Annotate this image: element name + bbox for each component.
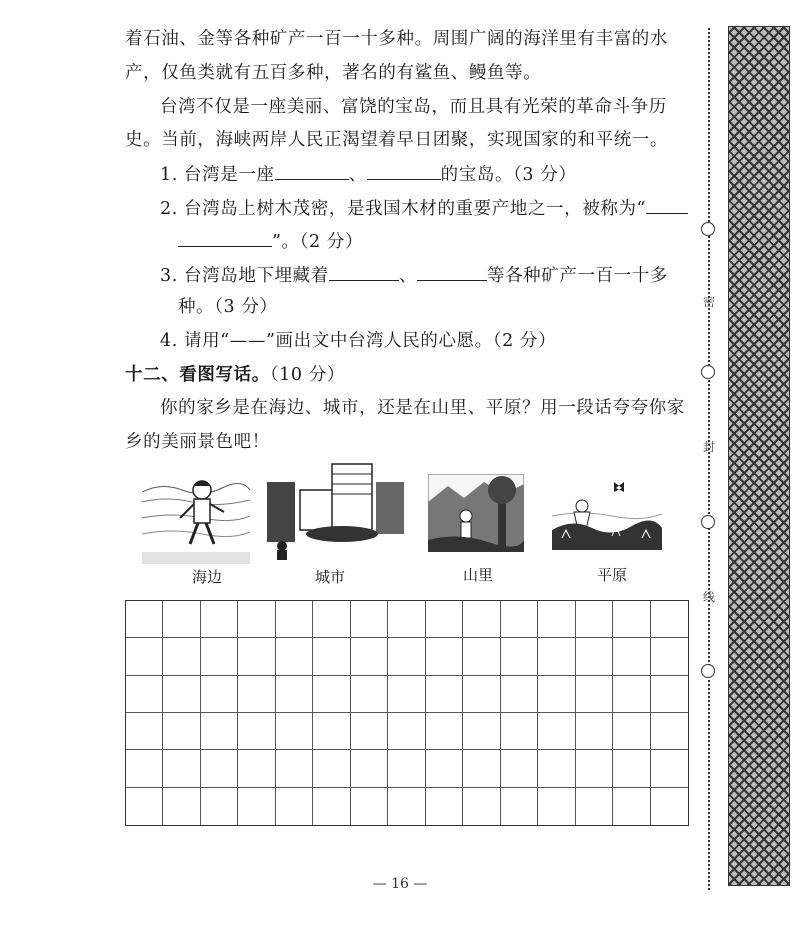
grid-cell[interactable] [463, 713, 500, 750]
grid-cell[interactable] [463, 676, 500, 713]
grid-cell[interactable] [238, 750, 275, 787]
grid-cell[interactable] [388, 676, 425, 713]
passage-line-2: 产，仅鱼类就有五百多种，著名的有鲨鱼、鳗鱼等。 [125, 63, 542, 83]
grid-cell[interactable] [651, 601, 688, 638]
section-12-prompt-2: 乡的美丽景色吧！ [125, 432, 270, 452]
grid-cell[interactable] [126, 676, 163, 713]
mountain-illustration [428, 474, 524, 552]
fold-circle [701, 515, 715, 529]
section-12-heading [125, 364, 345, 386]
grid-cell[interactable] [126, 713, 163, 750]
question-1-text-a: 1. 台湾是一座 [160, 165, 275, 185]
grid-cell[interactable] [276, 601, 313, 638]
grid-cell[interactable] [651, 788, 688, 825]
grid-cell[interactable] [538, 750, 575, 787]
passage-line-1: 着石油、金等各种矿产一百一十多种。周围广阔的海洋里有丰富的水 [125, 29, 668, 49]
grid-cell[interactable] [388, 601, 425, 638]
grid-cell[interactable] [351, 788, 388, 825]
grid-cell[interactable] [576, 788, 613, 825]
grid-cell[interactable] [238, 638, 275, 675]
picture-label-seaside: 海边 [191, 568, 222, 586]
answer-blank[interactable] [646, 196, 688, 214]
grid-cell[interactable] [613, 788, 650, 825]
grid-cell[interactable] [351, 638, 388, 675]
grid-cell[interactable] [426, 713, 463, 750]
answer-blank[interactable] [329, 263, 399, 281]
grid-cell[interactable] [538, 713, 575, 750]
binding-char-seal: 密 [702, 295, 715, 309]
grid-cell[interactable] [576, 601, 613, 638]
grid-cell[interactable] [126, 788, 163, 825]
grid-cell[interactable] [463, 601, 500, 638]
grid-cell[interactable] [313, 750, 350, 787]
grid-cell[interactable] [313, 676, 350, 713]
grid-cell[interactable] [238, 788, 275, 825]
grid-cell[interactable] [426, 750, 463, 787]
passage-line-3: 台湾不仅是一座美丽、富饶的宝岛，而且具有光荣的革命斗争历 [160, 97, 667, 117]
question-3-sep: 、 [398, 266, 417, 286]
grid-cell[interactable] [426, 676, 463, 713]
grid-cell[interactable] [163, 601, 200, 638]
plain-illustration [552, 476, 662, 550]
picture-label-city: 城市 [314, 568, 345, 586]
grid-cell[interactable] [463, 638, 500, 675]
question-1-sep: 、 [348, 165, 367, 185]
grid-cell[interactable] [426, 788, 463, 825]
fold-circle [701, 222, 715, 236]
grid-cell[interactable] [651, 676, 688, 713]
grid-cell[interactable] [501, 713, 538, 750]
grid-cell[interactable] [426, 601, 463, 638]
answer-blank[interactable] [275, 162, 349, 180]
answer-blank[interactable] [417, 263, 487, 281]
grid-cell[interactable] [501, 601, 538, 638]
question-3 [160, 263, 668, 287]
grid-cell[interactable] [351, 713, 388, 750]
question-3-text-a: 3. 台湾岛地下埋藏着 [160, 266, 329, 286]
grid-cell[interactable] [538, 788, 575, 825]
grid-cell[interactable] [576, 676, 613, 713]
grid-cell[interactable] [201, 638, 238, 675]
grid-cell[interactable] [351, 601, 388, 638]
grid-cell[interactable] [388, 713, 425, 750]
question-2-text-b: ”。（2 分） [272, 232, 364, 252]
grid-cell[interactable] [388, 750, 425, 787]
question-1-text-b: 的宝岛。（3 分） [440, 165, 577, 185]
fold-circle [701, 365, 715, 379]
grid-cell[interactable] [201, 713, 238, 750]
seaside-illustration [142, 472, 250, 564]
grid-cell[interactable] [576, 638, 613, 675]
section-12-title: 十二、看图写话。 [125, 365, 270, 385]
grid-cell[interactable] [388, 638, 425, 675]
section-12-prompt-1: 你的家乡是在海边、城市，还是在山里、平原？用一段话夸夸你家 [160, 398, 685, 418]
grid-cell[interactable] [576, 750, 613, 787]
grid-cell[interactable] [163, 713, 200, 750]
grid-cell[interactable] [276, 788, 313, 825]
question-4: 4. 请用“——”画出文中台湾人民的心愿。（2 分） [160, 331, 557, 351]
grid-cell[interactable] [238, 713, 275, 750]
grid-cell[interactable] [313, 713, 350, 750]
passage-line-4: 史。当前，海峡两岸人民正渴望着早日团聚，实现国家的和平统一。 [125, 130, 668, 150]
grid-cell[interactable] [201, 750, 238, 787]
grid-cell[interactable] [238, 601, 275, 638]
grid-cell[interactable] [501, 750, 538, 787]
grid-cell[interactable] [651, 750, 688, 787]
page-number: — 16 — [372, 876, 428, 892]
grid-cell[interactable] [276, 676, 313, 713]
answer-blank[interactable] [178, 229, 272, 247]
grid-cell[interactable] [501, 788, 538, 825]
grid-cell[interactable] [276, 638, 313, 675]
picture-label-mountain: 山里 [462, 566, 493, 584]
picture-label-plain: 平原 [596, 566, 627, 584]
binding-char-line: 线 [702, 590, 715, 604]
question-2 [160, 196, 688, 220]
grid-cell[interactable] [426, 638, 463, 675]
grid-cell[interactable] [276, 750, 313, 787]
writing-grid[interactable] [125, 600, 689, 826]
grid-cell[interactable] [163, 676, 200, 713]
question-2-cont [178, 229, 363, 253]
grid-cell[interactable] [576, 713, 613, 750]
decorative-border-strip [728, 26, 790, 886]
grid-cell[interactable] [351, 676, 388, 713]
fold-circle [701, 664, 715, 678]
grid-cell[interactable] [201, 676, 238, 713]
grid-cell[interactable] [501, 676, 538, 713]
grid-cell[interactable] [126, 638, 163, 675]
grid-cell[interactable] [163, 788, 200, 825]
grid-cell[interactable] [463, 788, 500, 825]
grid-cell[interactable] [313, 788, 350, 825]
grid-cell[interactable] [126, 750, 163, 787]
grid-cell[interactable] [276, 713, 313, 750]
section-12-points: （10 分） [269, 365, 345, 385]
grid-cell[interactable] [388, 788, 425, 825]
grid-cell[interactable] [538, 601, 575, 638]
grid-cell[interactable] [201, 788, 238, 825]
grid-cell[interactable] [126, 601, 163, 638]
grid-cell[interactable] [538, 638, 575, 675]
grid-cell[interactable] [651, 638, 688, 675]
grid-cell[interactable] [351, 750, 388, 787]
grid-cell[interactable] [501, 638, 538, 675]
grid-cell[interactable] [313, 638, 350, 675]
fold-line [708, 28, 710, 890]
grid-cell[interactable] [313, 601, 350, 638]
answer-blank[interactable] [367, 162, 441, 180]
question-1 [160, 162, 577, 186]
question-3-text-b: 等各种矿产一百一十多 [486, 266, 668, 286]
binding-char-close: 封 [702, 440, 715, 454]
question-3-cont: 种。（3 分） [178, 297, 278, 317]
grid-cell[interactable] [613, 676, 650, 713]
grid-cell[interactable] [538, 676, 575, 713]
grid-cell[interactable] [613, 638, 650, 675]
grid-cell[interactable] [463, 750, 500, 787]
grid-cell[interactable] [613, 601, 650, 638]
grid-cell[interactable] [238, 676, 275, 713]
grid-cell[interactable] [163, 750, 200, 787]
grid-cell[interactable] [651, 713, 688, 750]
question-2-text-a: 2. 台湾岛上树木茂密，是我国木材的重要产地之一，被称为“ [160, 199, 647, 219]
grid-cell[interactable] [613, 750, 650, 787]
city-illustration [262, 462, 408, 560]
grid-cell[interactable] [201, 601, 238, 638]
grid-cell[interactable] [163, 638, 200, 675]
grid-cell[interactable] [613, 713, 650, 750]
